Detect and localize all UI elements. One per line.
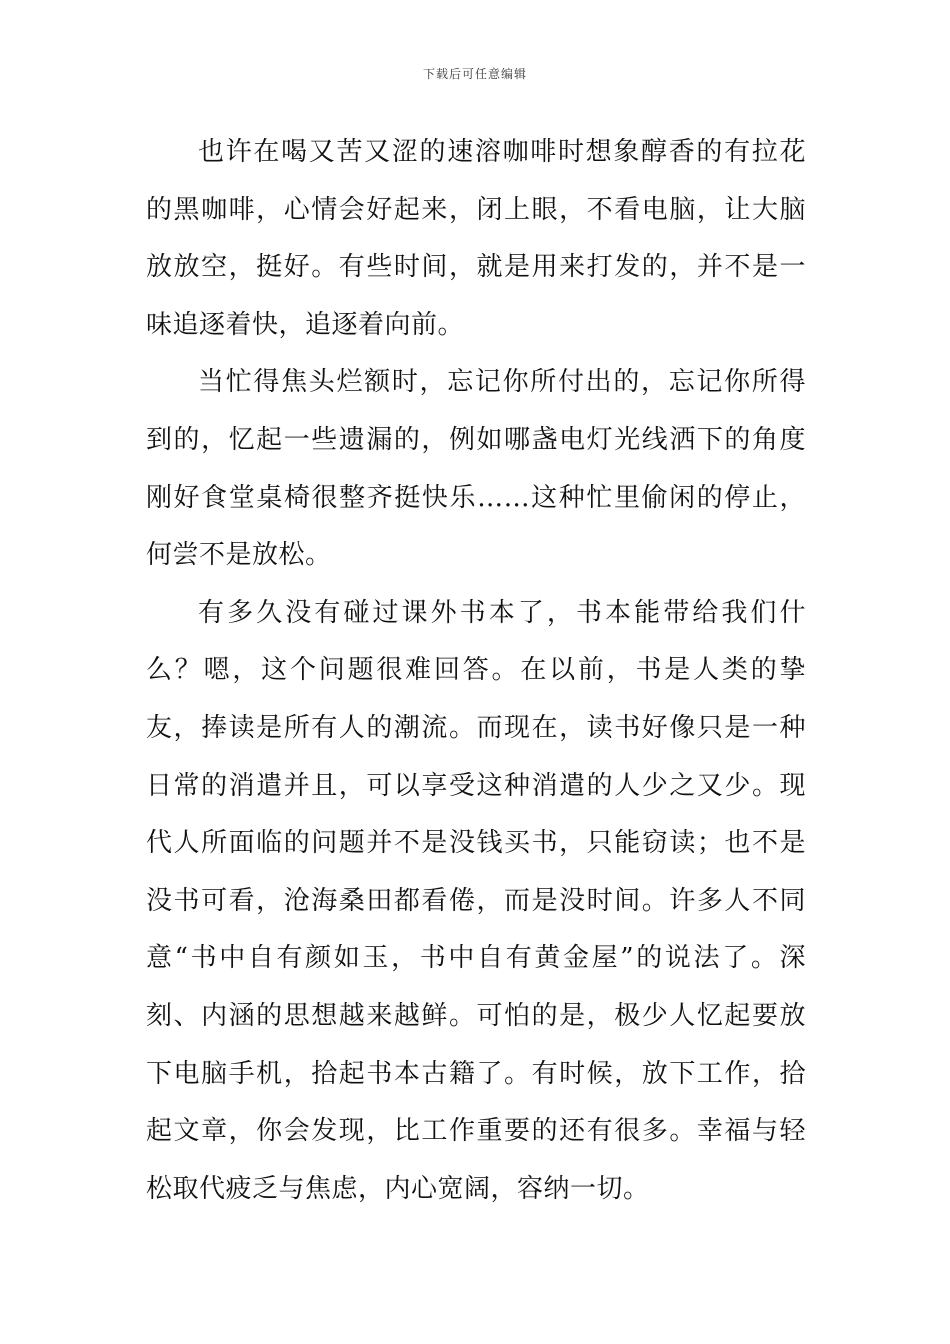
header-note: 下载后可任意编辑: [422, 67, 527, 81]
paragraph-2: 当忙得焦头烂额时，忘记你所付出的，忘记你所得到的，忆起一些遗漏的，例如哪盏电灯光线洒下的角度刚好食堂桌椅很整齐挺快乐……这种忙里偷闲的停止，何尝不是放松。: [146, 367, 806, 571]
paragraph-1: 也许在喝又苦又涩的速溶咖啡时想象醇香的有拉花的黑咖啡，心情会好起来，闭上眼，不看电脑，让大脑放放空，挺好。有些时间，就是用来打发的，并不是一味追逐着快，追逐着向前。: [146, 137, 806, 340]
document-body: [146, 124, 806, 1218]
paragraph-3: 有多久没有碰过课外书本了，书本能带给我们什么？嗯，这个问题很难回答。在以前，书是人类的挚友，捧读是所有人的潮流。而现在，读书好像只是一种日常的消遣并且，可以享受这种消遣的人少之又少。现代人所面临的问题并不是没钱买书，只能窃读；也不是没书可看，沧海桑田都看倦，而是没时间。许多人不同意“书中自有颜如玉，书中自有黄金屋”的说法了。深刻、内涵的思想越来越鲜。可怕的是，极少人忆起要放下电脑手机，拾起书本古籍了。有时候，放下工作，拾起文章，你会发现，比工作重要的还有很多。幸福与轻松取代疲乏与焦虑，内心宽阔，容纳一切。: [146, 597, 806, 1204]
